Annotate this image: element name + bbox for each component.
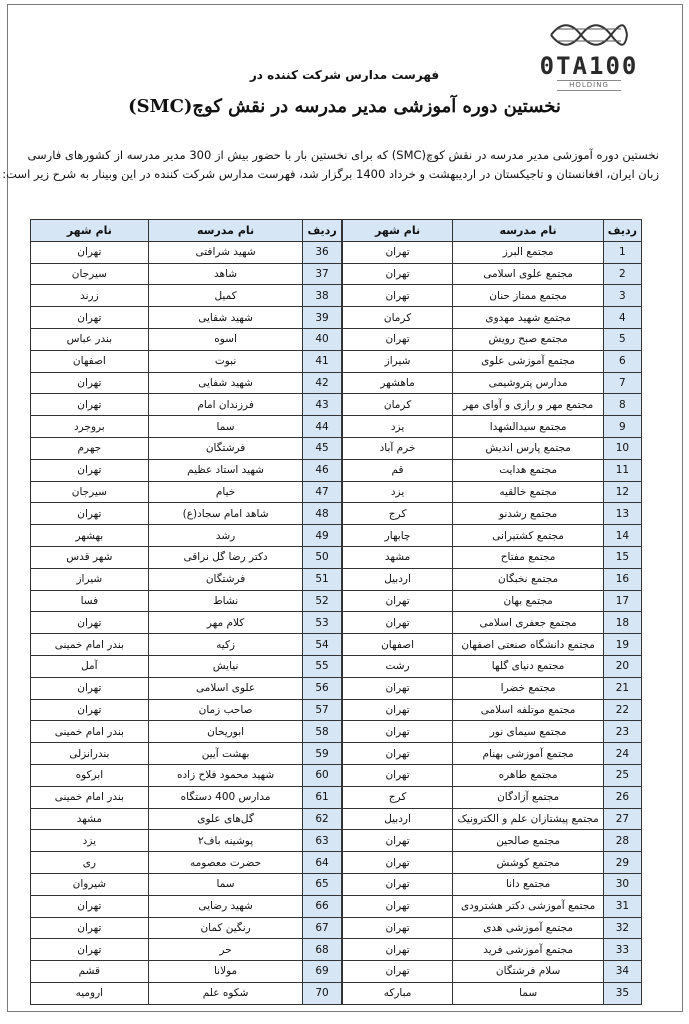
cell-school: مجتمع جعفری اسلامی [453, 612, 603, 634]
cell-school: سما [148, 873, 303, 895]
cell-num: 28 [603, 830, 641, 852]
cell-city: کرج [342, 786, 453, 808]
cell-num: 3 [603, 285, 641, 307]
cell-school: نبوت [148, 350, 303, 372]
document-title: نخستین دوره آموزشی مدیر مدرسه در نقش کوچ(SMC) [128, 96, 561, 117]
cell-city: تهران [342, 721, 453, 743]
cell-num: 21 [603, 677, 641, 699]
cell-city: مشهد [31, 808, 149, 830]
cell-city: تهران [31, 459, 149, 481]
cell-school: شکوه علم [148, 982, 303, 1004]
cell-num: 34 [603, 961, 641, 983]
cell-num: 66 [303, 895, 341, 917]
cell-num: 22 [603, 699, 641, 721]
table-row [342, 808, 641, 830]
cell-school: مجتمع آموزشی فرید [453, 939, 603, 961]
cell-num: 24 [603, 743, 641, 765]
cell-city: شیروان [31, 873, 149, 895]
table-row [31, 503, 342, 525]
logo-subtitle: HOLDING [557, 80, 621, 91]
document-subtitle: فهرست مدارس شرکت کننده در [249, 68, 440, 82]
cell-num: 52 [303, 590, 341, 612]
table-row [31, 721, 342, 743]
cell-school: مجتمع خضرا [453, 677, 603, 699]
cell-city: اصفهان [342, 634, 453, 656]
table-row [31, 263, 342, 285]
cell-city: تهران [31, 241, 149, 263]
cell-city: تهران [31, 917, 149, 939]
table-row [342, 939, 641, 961]
cell-school: مجتمع آزادگان [453, 786, 603, 808]
cell-school: مجتمع دانا [453, 873, 603, 895]
cell-city: ابرکوه [31, 764, 149, 786]
table-row [31, 634, 342, 656]
cell-school: کمیل [148, 285, 303, 307]
table-row [342, 743, 641, 765]
cell-city: ری [31, 852, 149, 874]
table-row [342, 721, 641, 743]
cell-school: رشد [148, 525, 303, 547]
cell-num: 29 [603, 852, 641, 874]
table-row [31, 939, 342, 961]
table-row [31, 546, 342, 568]
cell-school: مجتمع شهید مهدوی [453, 307, 603, 329]
header-city: نام شهر [31, 220, 149, 242]
cell-school: مجتمع سیمای نور [453, 721, 603, 743]
cell-school: سما [148, 416, 303, 438]
cell-num: 17 [603, 590, 641, 612]
cell-num: 32 [603, 917, 641, 939]
cell-school: نیایش [148, 655, 303, 677]
table-row [342, 764, 641, 786]
cell-school: شهید استاد عظیم [148, 459, 303, 481]
table-row [31, 764, 342, 786]
cell-city: اردبیل [342, 568, 453, 590]
cell-school: صاحب زمان [148, 699, 303, 721]
cell-num: 64 [303, 852, 341, 874]
cell-school: مجتمع البرز [453, 241, 603, 263]
cell-city: تهران [342, 743, 453, 765]
cell-city: شهر قدس [31, 546, 149, 568]
table-row [31, 350, 342, 372]
table-row [342, 437, 641, 459]
cell-num: 30 [603, 873, 641, 895]
cell-school: شهید محمود فلاح زاده [148, 764, 303, 786]
cell-city: شیراز [342, 350, 453, 372]
cell-city: تهران [342, 961, 453, 983]
cell-school: شاهد امام سجاد(ع) [148, 503, 303, 525]
cell-school: سلام فرشتگان [453, 961, 603, 983]
table-row [31, 917, 342, 939]
intro-line-2: زبان ایران، افغانستان و تاجیکستان در اردیبهشت و خرداد 1400 برگزار شد، فهرست مدارس شرکت کننده در این وبینار به شرح زیر است: [2, 167, 659, 181]
cell-city: سیرجان [31, 263, 149, 285]
table-row [342, 590, 641, 612]
table-row [342, 241, 641, 263]
cell-num: 27 [603, 808, 641, 830]
cell-school: مجتمع مهر و رازی و آوای مهر [453, 394, 603, 416]
cell-school: کلام مهر [148, 612, 303, 634]
cell-num: 13 [603, 503, 641, 525]
cell-city: تهران [342, 677, 453, 699]
table-row [342, 350, 641, 372]
schools-table-right [342, 219, 642, 1005]
cell-school: مجتمع دانشگاه صنعتی اصفهان [453, 634, 603, 656]
table-row [342, 895, 641, 917]
cell-city: تهران [342, 285, 453, 307]
cell-school: مجتمع بهان [453, 590, 603, 612]
table-header-row [342, 220, 641, 242]
cell-city: بهشهر [31, 525, 149, 547]
cell-school: خیام [148, 481, 303, 503]
table-row [342, 655, 641, 677]
cell-city: کرمان [342, 307, 453, 329]
cell-city: تهران [342, 241, 453, 263]
table-row [342, 961, 641, 983]
cell-num: 48 [303, 503, 341, 525]
table-row [342, 546, 641, 568]
cell-school: مجتمع ممتاز حنان [453, 285, 603, 307]
table-row [342, 786, 641, 808]
cell-num: 57 [303, 699, 341, 721]
table-row [31, 677, 342, 699]
cell-city: تهران [31, 699, 149, 721]
table-row [31, 525, 342, 547]
cell-num: 6 [603, 350, 641, 372]
schools-tables [30, 219, 642, 1000]
cell-school: بهشت آیین [148, 743, 303, 765]
intro-paragraph [2, 146, 659, 184]
cell-school: مجتمع خالقیه [453, 481, 603, 503]
table-row [31, 808, 342, 830]
table-row [342, 612, 641, 634]
cell-school: مجتمع سیدالشهدا [453, 416, 603, 438]
table-row [31, 372, 342, 394]
cell-city: بندر امام خمینی [31, 721, 149, 743]
cell-num: 8 [603, 394, 641, 416]
table-row [31, 830, 342, 852]
cell-school: مجتمع صالحین [453, 830, 603, 852]
cell-city: تهران [31, 612, 149, 634]
cell-school: مجتمع علوی اسلامی [453, 263, 603, 285]
cell-school: شهید شفایی [148, 307, 303, 329]
cell-num: 16 [603, 568, 641, 590]
cell-num: 12 [603, 481, 641, 503]
table-row [342, 263, 641, 285]
table-row [342, 917, 641, 939]
cell-school: مجتمع پیشتازان علم و الکترونیک [453, 808, 603, 830]
table-row [31, 699, 342, 721]
cell-school: مجتمع آموزشی هدی [453, 917, 603, 939]
table-row [31, 307, 342, 329]
cell-school: زکیه [148, 634, 303, 656]
cell-school: مجتمع کشتیرانی [453, 525, 603, 547]
table-row [31, 437, 342, 459]
cell-num: 35 [603, 982, 641, 1004]
cell-school: مجتمع رشدنو [453, 503, 603, 525]
cell-city: اصفهان [31, 350, 149, 372]
cell-school: شهید شفایی [148, 372, 303, 394]
cell-city: بندرانزلی [31, 743, 149, 765]
cell-num: 42 [303, 372, 341, 394]
cell-num: 58 [303, 721, 341, 743]
cell-city: خرم آباد [342, 437, 453, 459]
table-row [31, 590, 342, 612]
cell-num: 41 [303, 350, 341, 372]
table-row [31, 459, 342, 481]
cell-city: تهران [31, 307, 149, 329]
table-row [342, 852, 641, 874]
table-row [342, 285, 641, 307]
intro-line-1: نخستین دوره آموزشی مدیر مدرسه در نقش کوچ(SMC) که برای نخستین بار با حضور بیش از 300 مدیر مدرسه از کشورهای فارسی [27, 148, 659, 162]
table-row [31, 416, 342, 438]
cell-school: شهید شرافتی [148, 241, 303, 263]
logo-wordmark: 0TA100 [539, 52, 639, 80]
table-row [31, 895, 342, 917]
cell-num: 23 [603, 721, 641, 743]
cell-city: قشم [31, 961, 149, 983]
cell-num: 67 [303, 917, 341, 939]
table-row [342, 873, 641, 895]
cell-school: مجتمع نخبگان [453, 568, 603, 590]
cell-city: تهران [342, 939, 453, 961]
cell-city: اردبیل [342, 808, 453, 830]
cell-school: مدارس 400 دستگاه [148, 786, 303, 808]
cell-num: 43 [303, 394, 341, 416]
table-row [31, 743, 342, 765]
cell-num: 10 [603, 437, 641, 459]
cell-city: تهران [342, 612, 453, 634]
header-school: نام مدرسه [148, 220, 303, 242]
table-row [31, 873, 342, 895]
cell-num: 56 [303, 677, 341, 699]
cell-num: 4 [603, 307, 641, 329]
cell-school: مجتمع صبح رویش [453, 328, 603, 350]
cell-num: 38 [303, 285, 341, 307]
table-row [31, 285, 342, 307]
cell-school: شهید رضایی [148, 895, 303, 917]
table-row [31, 394, 342, 416]
cell-num: 65 [303, 873, 341, 895]
cell-school: مجتمع پارس اندیش [453, 437, 603, 459]
cell-city: شیراز [31, 568, 149, 590]
cell-num: 69 [303, 961, 341, 983]
cell-school: مجتمع طاهره [453, 764, 603, 786]
cell-num: 40 [303, 328, 341, 350]
table-row [342, 459, 641, 481]
table-row [342, 699, 641, 721]
cell-school: فرشتگان [148, 568, 303, 590]
cell-school: پوشینه باف۲ [148, 830, 303, 852]
table-header-row [31, 220, 342, 242]
table-row [342, 416, 641, 438]
table-row [342, 568, 641, 590]
cell-school: مجتمع آموزشی علوی [453, 350, 603, 372]
cell-city: زرند [31, 285, 149, 307]
cell-num: 49 [303, 525, 341, 547]
cell-city: تهران [342, 917, 453, 939]
cell-num: 19 [603, 634, 641, 656]
cell-city: تهران [342, 590, 453, 612]
cell-school: علوی اسلامی [148, 677, 303, 699]
cell-school: مجتمع هدایت [453, 459, 603, 481]
header-city: نام شهر [342, 220, 453, 242]
cell-school: گل‌های علوی [148, 808, 303, 830]
cell-city: آمل [31, 655, 149, 677]
cell-city: تهران [342, 852, 453, 874]
cell-city: فسا [31, 590, 149, 612]
cell-city: کرج [342, 503, 453, 525]
cell-num: 46 [303, 459, 341, 481]
cell-num: 1 [603, 241, 641, 263]
cell-num: 44 [303, 416, 341, 438]
cell-city: ارومیه [31, 982, 149, 1004]
cell-num: 62 [303, 808, 341, 830]
table-row [342, 328, 641, 350]
cell-city: مبارکه [342, 982, 453, 1004]
cell-school: حضرت معصومه [148, 852, 303, 874]
table-row [342, 525, 641, 547]
table-row [31, 786, 342, 808]
table-row [342, 394, 641, 416]
cell-city: تهران [31, 939, 149, 961]
cell-city: کرمان [342, 394, 453, 416]
cell-city: بندر امام خمینی [31, 634, 149, 656]
table-row [31, 982, 342, 1004]
cell-city: تهران [31, 372, 149, 394]
cell-num: 36 [303, 241, 341, 263]
cell-num: 54 [303, 634, 341, 656]
cell-num: 33 [603, 939, 641, 961]
table-row [342, 503, 641, 525]
cell-num: 7 [603, 372, 641, 394]
cell-num: 15 [603, 546, 641, 568]
table-row [342, 677, 641, 699]
cell-num: 11 [603, 459, 641, 481]
cell-num: 47 [303, 481, 341, 503]
cell-school: اسوه [148, 328, 303, 350]
cell-num: 2 [603, 263, 641, 285]
cell-school: نشاط [148, 590, 303, 612]
cell-school: دکتر رضا گل نراقی [148, 546, 303, 568]
cell-school: حر [148, 939, 303, 961]
table-row [31, 568, 342, 590]
table-row [31, 961, 342, 983]
cell-num: 45 [303, 437, 341, 459]
cell-school: مولانا [148, 961, 303, 983]
cell-num: 37 [303, 263, 341, 285]
cell-city: تهران [342, 873, 453, 895]
cell-city: بندر عباس [31, 328, 149, 350]
cell-city: تهران [342, 328, 453, 350]
cell-city: تهران [31, 895, 149, 917]
cell-school: فرشتگان [148, 437, 303, 459]
cell-num: 51 [303, 568, 341, 590]
cell-school: مجتمع آموزشی بهنام [453, 743, 603, 765]
table-row [342, 634, 641, 656]
cell-city: چابهار [342, 525, 453, 547]
cell-school: سما [453, 982, 603, 1004]
cell-city: قم [342, 459, 453, 481]
table-row [31, 241, 342, 263]
cell-city: تهران [31, 394, 149, 416]
cell-num: 70 [303, 982, 341, 1004]
schools-table-left [30, 219, 342, 1005]
cell-num: 59 [303, 743, 341, 765]
cell-city: بندر امام خمینی [31, 786, 149, 808]
cell-school: مجتمع آموزشی دکتر هشترودی [453, 895, 603, 917]
header-school: نام مدرسه [453, 220, 603, 242]
table-row [31, 655, 342, 677]
cell-school: ابوریحان [148, 721, 303, 743]
table-row [342, 372, 641, 394]
cell-city: تهران [31, 677, 149, 699]
table-row [342, 307, 641, 329]
cell-num: 26 [603, 786, 641, 808]
cell-city: ماهشهر [342, 372, 453, 394]
cell-num: 60 [303, 764, 341, 786]
cell-school: فرزندان امام [148, 394, 303, 416]
cell-city: جهرم [31, 437, 149, 459]
table-row [342, 982, 641, 1004]
cell-num: 61 [303, 786, 341, 808]
cell-city: تهران [342, 699, 453, 721]
cell-city: تهران [342, 830, 453, 852]
cell-city: تهران [342, 895, 453, 917]
cell-num: 5 [603, 328, 641, 350]
header-num: ردیف [603, 220, 641, 242]
cell-school: مجتمع موتلفه اسلامی [453, 699, 603, 721]
cell-num: 53 [303, 612, 341, 634]
cell-city: مشهد [342, 546, 453, 568]
table-row [31, 328, 342, 350]
cell-school: مجتمع دنیای گلها [453, 655, 603, 677]
cell-num: 14 [603, 525, 641, 547]
cell-school: شاهد [148, 263, 303, 285]
cell-school: مجتمع مفتاح [453, 546, 603, 568]
cell-num: 63 [303, 830, 341, 852]
cell-city: سیرجان [31, 481, 149, 503]
cell-city: تهران [31, 503, 149, 525]
cell-num: 18 [603, 612, 641, 634]
table-row [342, 481, 641, 503]
cell-school: رنگین کمان [148, 917, 303, 939]
table-row [342, 830, 641, 852]
cell-city: یزد [342, 481, 453, 503]
cell-city: بروجرد [31, 416, 149, 438]
cell-city: یزد [31, 830, 149, 852]
cell-city: تهران [342, 764, 453, 786]
cell-school: مدارس پتروشیمی [453, 372, 603, 394]
cell-num: 68 [303, 939, 341, 961]
cell-num: 31 [603, 895, 641, 917]
cell-num: 25 [603, 764, 641, 786]
table-row [31, 481, 342, 503]
table-row [31, 612, 342, 634]
cell-num: 55 [303, 655, 341, 677]
cell-school: مجتمع کوشش [453, 852, 603, 874]
cell-num: 50 [303, 546, 341, 568]
cell-num: 9 [603, 416, 641, 438]
cell-num: 39 [303, 307, 341, 329]
knot-logo-icon [547, 20, 631, 50]
table-row [31, 852, 342, 874]
cell-city: رشت [342, 655, 453, 677]
cell-num: 20 [603, 655, 641, 677]
cell-city: یزد [342, 416, 453, 438]
header-num: ردیف [303, 220, 341, 242]
cell-city: تهران [342, 263, 453, 285]
